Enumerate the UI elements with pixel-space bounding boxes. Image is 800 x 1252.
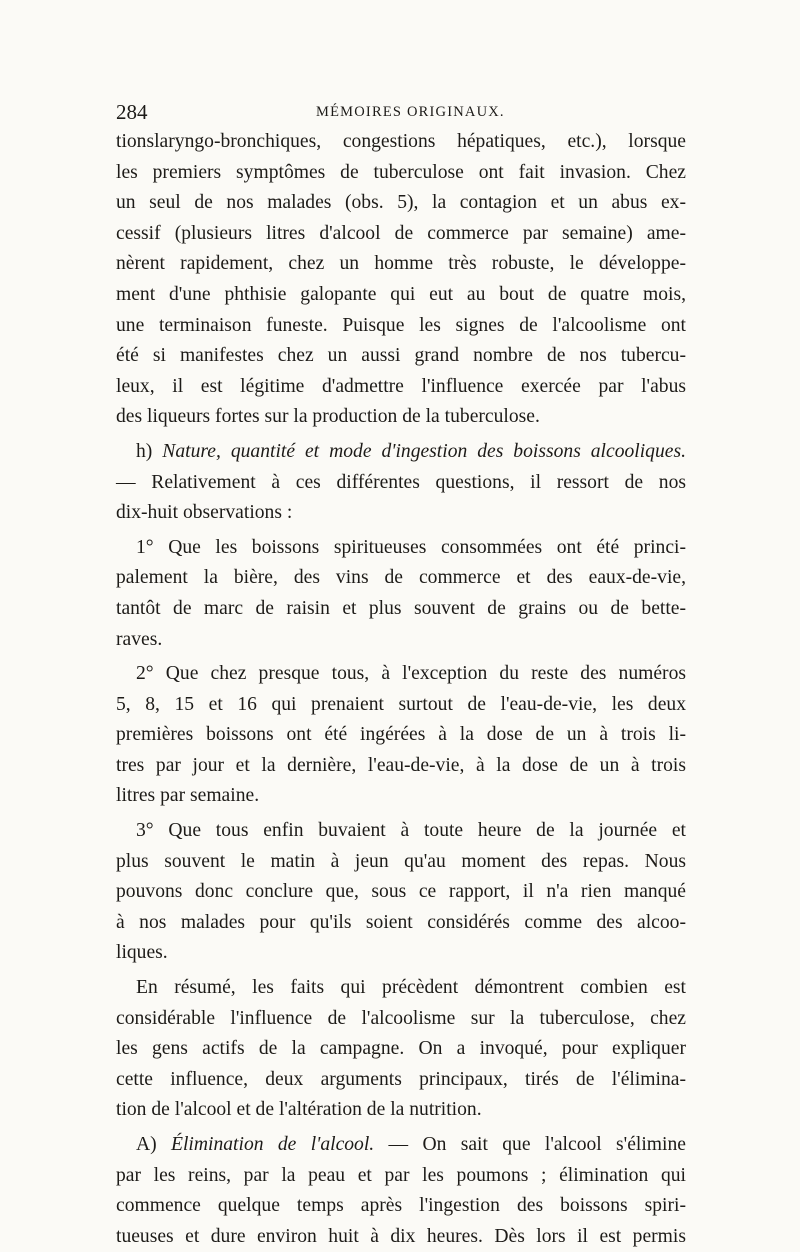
text-line: tionslaryngo-bronchiques, congestions hépatiques, etc.), lorsque [116, 131, 686, 152]
text-line: 2° Que chez presque tous, à l'exception du reste des numéros [136, 663, 686, 685]
paragraph-item-3 [116, 816, 686, 969]
text-line: des liqueurs fortes sur la production de la tuberculose. [116, 406, 540, 428]
text-line: commence quelque temps après l'ingestion des boissons spiri- [116, 1195, 686, 1217]
text-line: dix-huit observations : [116, 502, 293, 524]
text-line: plus souvent le matin à jeun qu'au moment des repas. Nous [116, 850, 686, 872]
text-line: pouvons donc conclure que, sous ce rapport, il n'a rien manqué [116, 881, 686, 903]
text-line: un seul de nos malades (obs. 5), la contagion et un abus ex- [116, 192, 686, 214]
text-line: les gens actifs de la campagne. On a invoqué, pour expliquer [116, 1038, 686, 1060]
section-title: Élimination de l'alcool. [171, 1134, 375, 1155]
text-line: 1° Que les boissons spiritueuses consommées ont été princi- [136, 536, 686, 558]
text-line: tueuses et dure environ huit à dix heures. Dès lors il est permis [116, 1225, 686, 1247]
text-line: tantôt de marc de raisin et plus souvent de grains ou de bette- [116, 597, 686, 619]
text-line: nèrent rapidement, chez un homme très robuste, le développe- [116, 253, 686, 275]
text-line: les premiers symptômes de tuberculose ont fait invasion. Chez [116, 161, 686, 183]
text-line: cessif (plusieurs litres d'alcool de commerce par semaine) ame- [116, 222, 686, 244]
text-line: cette influence, deux arguments principaux, tirés de l'élimina- [116, 1068, 686, 1090]
text-line: tres par jour et la dernière, l'eau-de-vie, à la dose de un à trois [116, 754, 686, 776]
section-lead-text: — On sait que l'alcool s'élimine [388, 1134, 686, 1155]
body-text [116, 127, 686, 1252]
paragraph-item-1 [116, 533, 686, 655]
text-line: raves. [116, 628, 163, 650]
running-title: MÉMOIRES ORIGINAUX. [316, 104, 505, 120]
text-line: une terminaison funeste. Puisque les signes de l'alcoolisme ont [116, 314, 686, 336]
text-line: — Relativement à ces différentes questions, il ressort de nos [116, 471, 686, 493]
text-line: leux, il est légitime d'admettre l'influence exercée par l'abus [116, 375, 686, 397]
section-heading-line [116, 437, 686, 468]
section-letter: h) [136, 440, 153, 462]
text-line: par les reins, par la peau et par les poumons ; élimination qui [116, 1164, 686, 1186]
text-line: tion de l'alcool et de l'altération de la nutrition. [116, 1099, 482, 1121]
page-header [116, 100, 686, 126]
text-line: 5, 8, 15 et 16 qui prenaient surtout de l'eau-de-vie, les deux [116, 693, 686, 715]
paragraph-section-h [116, 437, 686, 529]
text-line: premières boissons ont été ingérées à la dose de un à trois li- [116, 724, 686, 746]
section-heading-line [116, 1130, 686, 1161]
text-line: En résumé, les faits qui précèdent démontrent combien est [136, 977, 686, 999]
text-line: ment d'une phthisie galopante qui eut au bout de quatre mois, [116, 283, 686, 305]
paragraph-item-2 [116, 659, 686, 812]
text-line: litres par semaine. [116, 785, 260, 807]
paragraph-summary [116, 973, 686, 1126]
text-line: liques. [116, 942, 168, 964]
text-line: été si manifestes chez un aussi grand nombre de nos tubercu- [116, 345, 686, 367]
paragraph-1 [116, 127, 686, 433]
text-line: 3° Que tous enfin buvaient à toute heure de la journée et [136, 820, 686, 842]
page-number: 284 [116, 100, 148, 124]
section-letter: A) [136, 1134, 157, 1155]
text-line: palement la bière, des vins de commerce et des eaux-de-vie, [116, 567, 686, 589]
paragraph-section-a [116, 1130, 686, 1252]
section-title: Nature, quantité et mode d'ingestion des boissons alcooliques. [162, 440, 686, 462]
text-line: à nos malades pour qu'ils soient considérés comme des alcoo- [116, 911, 686, 933]
text-line: considérable l'influence de l'alcoolisme sur la tuberculose, chez [116, 1007, 686, 1029]
